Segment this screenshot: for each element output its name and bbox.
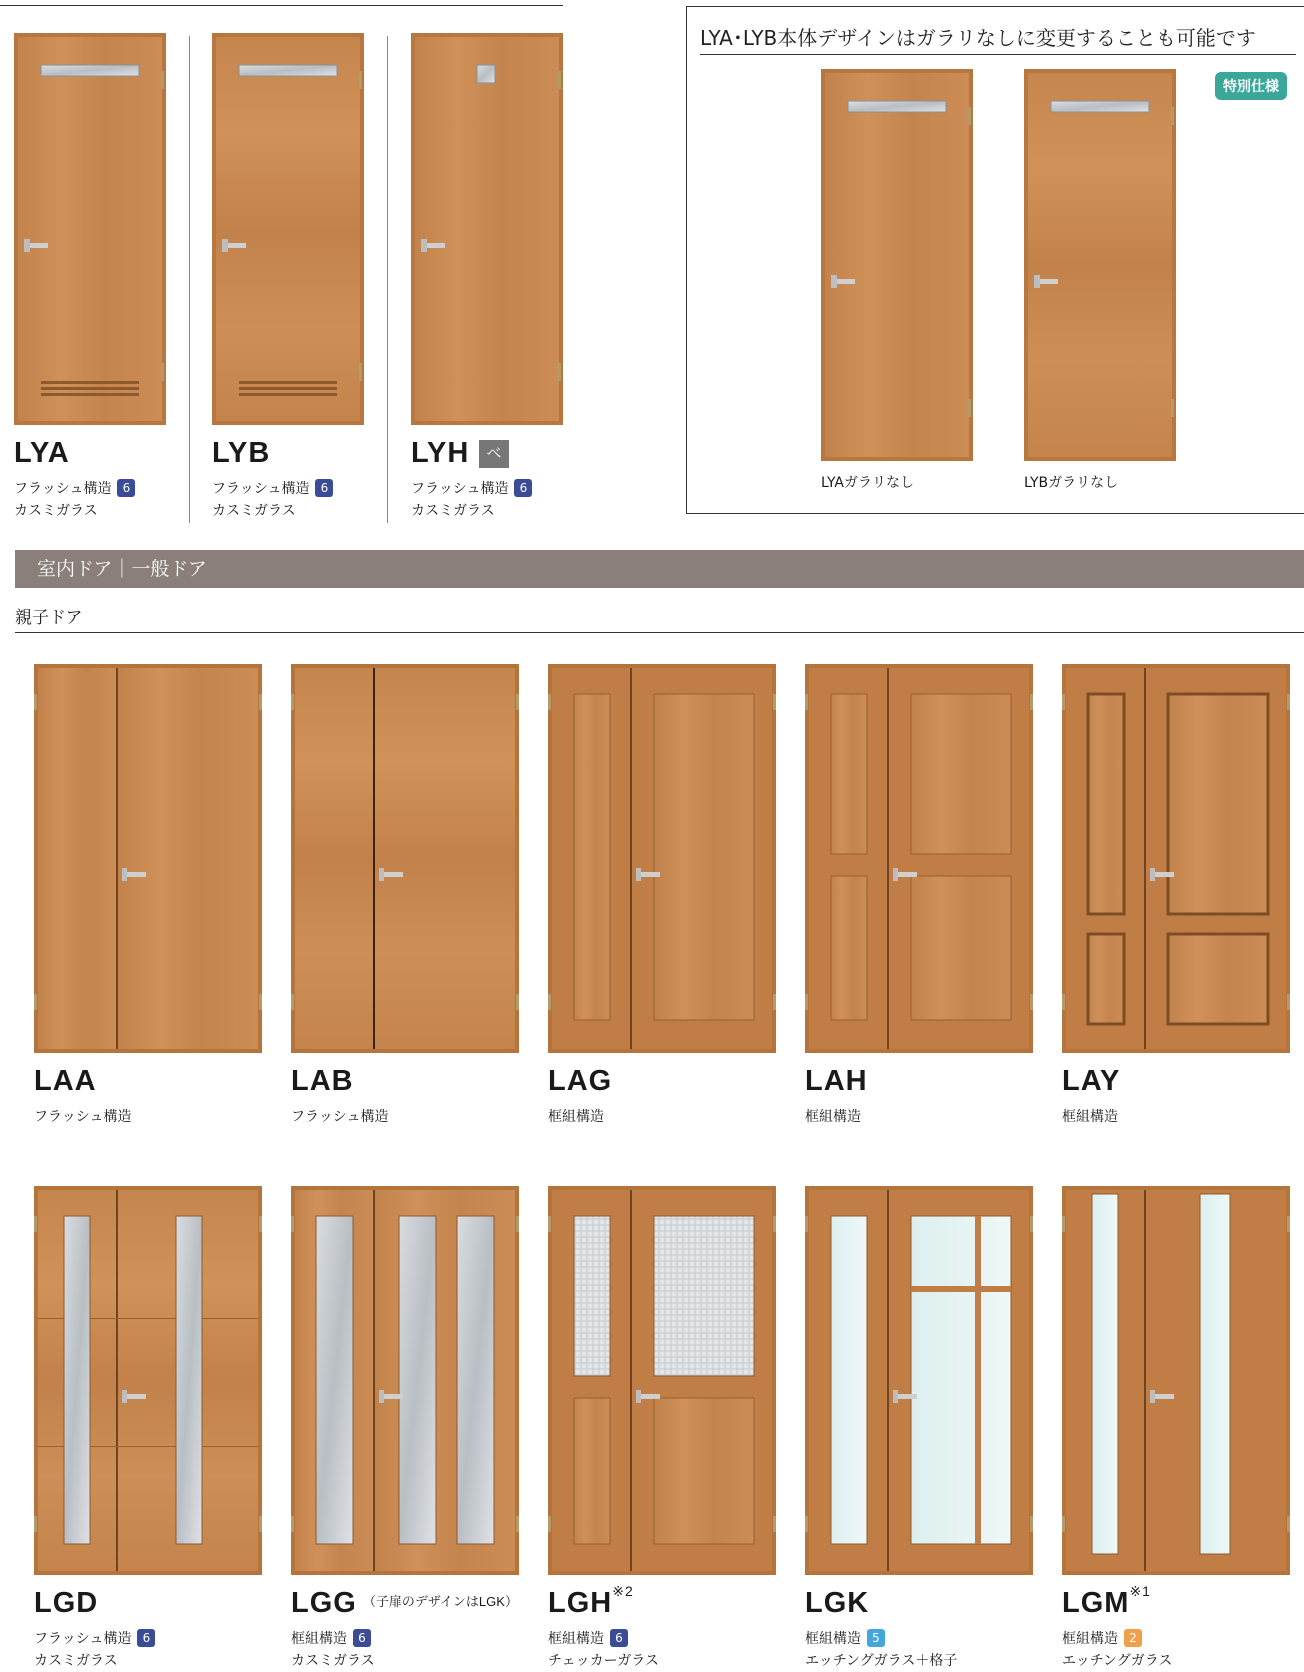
product-code-lya: LYA bbox=[14, 437, 70, 469]
caption-lya-no-louver: LYAガラリなし bbox=[821, 475, 914, 491]
grade-badge: 6 bbox=[610, 1629, 628, 1647]
child-door-note: （子扉のデザインはLGK） bbox=[362, 1594, 518, 1609]
grade-badge: 6 bbox=[137, 1629, 155, 1647]
product-spec-lgd: フラッシュ構造 6 カスミガラス bbox=[34, 1628, 155, 1672]
product-code-lag: LAG bbox=[548, 1065, 613, 1097]
door-image-laa bbox=[34, 664, 262, 1053]
product-spec-lgk: 框組構造 5 エッチングガラス＋格子 bbox=[805, 1631, 958, 1669]
product-spec-lyh: フラッシュ構造 6 カスミガラス bbox=[411, 478, 532, 522]
product-spec-lgm: 框組構造 2 エッチングガラス bbox=[1062, 1631, 1173, 1669]
special-spec-pill: 特別仕様 bbox=[1215, 72, 1287, 100]
product-code-lab: LAB bbox=[291, 1065, 354, 1097]
product-spec-laa: フラッシュ構造 bbox=[34, 1109, 132, 1125]
grade-badge: 2 bbox=[1124, 1629, 1142, 1647]
product-code-lgd: LGD bbox=[34, 1587, 99, 1619]
door-image-lgm bbox=[1062, 1186, 1290, 1575]
product-code-lah: LAH bbox=[805, 1065, 868, 1097]
door-image-lgg bbox=[291, 1186, 519, 1575]
door-image-lgk bbox=[805, 1186, 1033, 1575]
be-tag: ベ bbox=[479, 440, 509, 468]
door-image-lyh bbox=[411, 33, 563, 425]
product-code-lyb: LYB bbox=[212, 437, 271, 469]
product-spec-lyb: フラッシュ構造 6 カスミガラス bbox=[212, 478, 333, 522]
product-code-lyh: LYH ベ bbox=[411, 437, 509, 470]
product-code-lgk: LGK bbox=[805, 1587, 870, 1619]
grade-badge: 5 bbox=[867, 1629, 885, 1647]
footnote-mark: ※2 bbox=[612, 1583, 634, 1599]
footnote-mark: ※1 bbox=[1129, 1583, 1151, 1599]
caption-lyb-no-louver: LYBガラリなし bbox=[1024, 475, 1119, 491]
grade-badge: 6 bbox=[315, 479, 333, 497]
grade-badge: 6 bbox=[514, 479, 532, 497]
product-spec-lya: フラッシュ構造 6 カスミガラス bbox=[14, 478, 135, 522]
door-image-lay bbox=[1062, 664, 1290, 1053]
section-header-bar: 室内ドア｜一般ドア bbox=[15, 550, 1304, 588]
product-code-lay: LAY bbox=[1062, 1065, 1121, 1097]
product-code-lgm: LGM$^{※1}$ bbox=[1062, 1583, 1151, 1619]
product-spec-lgh: 框組構造 6 チェッカーガラス bbox=[548, 1631, 659, 1669]
grade-badge: 6 bbox=[117, 479, 135, 497]
product-code-lgh: LGH$^{※2}$ bbox=[548, 1583, 634, 1619]
product-spec-lay: 框組構造 bbox=[1062, 1109, 1118, 1125]
door-image-lag bbox=[548, 664, 776, 1053]
subsection-title: 親子ドア bbox=[15, 608, 83, 628]
door-image-lya bbox=[14, 33, 166, 425]
door-image-lab bbox=[291, 664, 519, 1053]
door-image-lgh bbox=[548, 1186, 776, 1575]
no-louver-notice-box bbox=[686, 6, 1304, 514]
notice-title: LYA･LYB本体デザインはガラリなしに変更することも可能です bbox=[700, 26, 1256, 50]
product-spec-lag: 框組構造 bbox=[548, 1109, 604, 1125]
door-image-lgd bbox=[34, 1186, 262, 1575]
product-code-lgg: LGG $^{(子扉のデザインはLGK)}$ bbox=[291, 1587, 518, 1619]
product-spec-lab: フラッシュ構造 bbox=[291, 1109, 389, 1125]
product-spec-lah: 框組構造 bbox=[805, 1109, 861, 1125]
product-spec-lgg: 框組構造 6 カスミガラス bbox=[291, 1631, 375, 1669]
door-image-lyb bbox=[212, 33, 364, 425]
door-image-lah bbox=[805, 664, 1033, 1053]
product-code-laa: LAA bbox=[34, 1065, 97, 1097]
grade-badge: 6 bbox=[353, 1629, 371, 1647]
door-image-lyb-no-louver bbox=[1024, 69, 1176, 461]
door-image-lya-no-louver bbox=[821, 69, 973, 461]
